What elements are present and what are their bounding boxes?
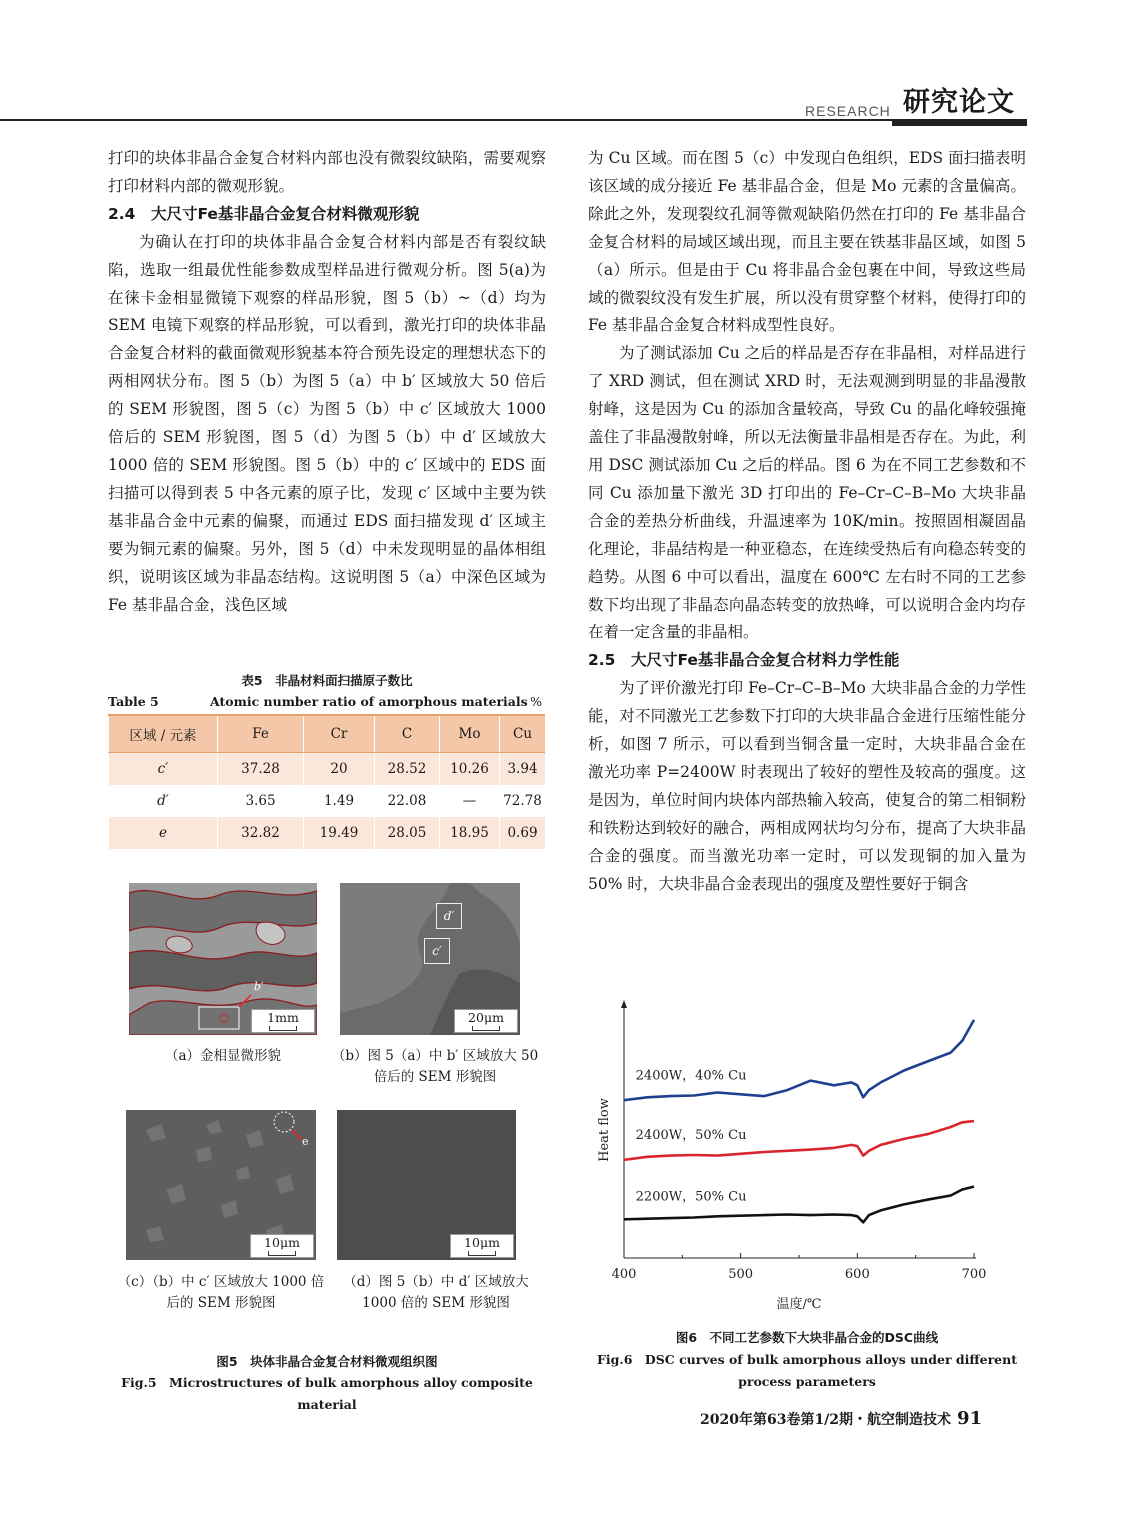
page-number: 91 bbox=[957, 1408, 983, 1429]
table-cell: 20 bbox=[304, 753, 375, 786]
table-header-cell: Cu bbox=[500, 715, 546, 753]
y-axis-arrow bbox=[621, 1000, 627, 1008]
header-research: RESEARCH bbox=[805, 103, 891, 119]
subcaption-line: 倍后的 SEM 形貌图 bbox=[373, 1069, 497, 1085]
table-row bbox=[109, 817, 546, 849]
table-title-en: Atomic number ratio of amorphous materials bbox=[210, 694, 528, 709]
paragraph: 打印的块体非晶合金复合材料内部也没有微裂纹缺陷，需要观察打印材料内部的微观形貌。 bbox=[108, 149, 546, 195]
region-label-c: c′ bbox=[432, 944, 442, 958]
subcaption-b bbox=[330, 1046, 540, 1088]
micrograph-b bbox=[340, 883, 520, 1035]
table-cell: 1.49 bbox=[304, 785, 375, 817]
table-header-cell: 区域 / 元素 bbox=[109, 715, 218, 753]
region-box-d bbox=[436, 903, 462, 929]
atomic-ratio-table bbox=[108, 714, 545, 849]
table-cell: e bbox=[109, 817, 218, 849]
right-column bbox=[588, 145, 1026, 898]
journal-info: 2020年第63卷第1/2期・航空制造技术 bbox=[700, 1412, 952, 1428]
series-label-1: 2400W，40% Cu bbox=[635, 1068, 747, 1084]
page-footer bbox=[700, 1408, 982, 1429]
scale-bar-label: 1mm bbox=[267, 1010, 299, 1025]
section-heading-2-5: 2.5 大尺寸Fe基非晶合金复合材料力学性能 bbox=[588, 651, 900, 670]
fig5-caption-cn: 图5 块体非晶合金复合材料微观组织图 bbox=[216, 1354, 438, 1369]
subcaption-d bbox=[330, 1272, 542, 1314]
subcaption-line: 后的 SEM 形貌图 bbox=[166, 1295, 276, 1311]
table-caption-cn: 表5 非晶材料面扫描原子数比 bbox=[241, 673, 413, 688]
x-tick-label: 600 bbox=[844, 1267, 870, 1282]
micrograph-a bbox=[129, 883, 317, 1035]
fig5-caption-en: Fig.5 Microstructures of bulk amorphous alloy composite material bbox=[121, 1375, 533, 1412]
table-row bbox=[109, 785, 546, 817]
header-rule bbox=[0, 119, 1027, 121]
fig6-caption-cn: 图6 不同工艺参数下大块非晶合金的DSC曲线 bbox=[675, 1330, 939, 1345]
table-cell: 32.82 bbox=[218, 817, 304, 849]
y-axis-label: Heat flow bbox=[597, 1098, 612, 1162]
subcaption-line: （b）图 5（a）中 b′ 区域放大 50 bbox=[331, 1048, 539, 1064]
series-label-3: 2200W，50% Cu bbox=[635, 1189, 747, 1205]
x-axis-label: 温度/℃ bbox=[776, 1297, 822, 1312]
scale-bar-label: 10μm bbox=[264, 1235, 300, 1250]
table-cell: 22.08 bbox=[375, 785, 440, 817]
header-section-title: 研究论文 bbox=[903, 87, 1015, 118]
subcaption-line: （c）（b）中 c′ 区域放大 1000 倍 bbox=[117, 1274, 325, 1290]
paragraph: 为了测试添加 Cu 之后的样品是否存在非晶相，对样品进行了 XRD 测试，但在测试 XRD 时，无法观测到明显的非晶漫散射峰，这是因为 Cu 的添加含量较高，导致 Cu 的晶化峰较强掩盖住了非晶漫散射峰，所以无法衡量非晶相是否存在。为此，利用 DSC 测试添加 Cu 之后的样品。图 6 为在不同工艺参数和不同 Cu 添加量下激光 3D 打印出的 Fe–Cr–C–B–Mo 大块非晶合金的差热分析曲线，升温速率为 10K/min。按照固相凝固晶化理论，非晶结构是一种亚稳态，在连续受热后有向稳态转变的趋势。从图 6 中可以看出，温度在 600℃ 左右时不同的工艺参数下均出现了非晶态向晶态转变的放热峰，可以说明合金内均存在着一定含量的非晶相。 bbox=[588, 344, 1026, 642]
table-cell: 37.28 bbox=[218, 753, 304, 786]
table-cell: 0.69 bbox=[500, 817, 546, 849]
subcaption-a: （a）金相显微形貌 bbox=[164, 1048, 282, 1064]
table-cell: 19.49 bbox=[304, 817, 375, 849]
x-tick-label: 400 bbox=[611, 1267, 637, 1282]
region-label-b: b′ bbox=[254, 980, 264, 993]
scale-bar-label: 10μm bbox=[464, 1235, 500, 1250]
scale-bar-label: 20μm bbox=[468, 1010, 504, 1025]
table-row bbox=[109, 753, 546, 786]
region-label-d: d′ bbox=[443, 909, 455, 923]
table-header-cell: Fe bbox=[218, 715, 304, 753]
table-header-cell: Cr bbox=[304, 715, 375, 753]
paragraph: 为确认在打印的块体非晶合金复合材料内部是否有裂纹缺陷，选取一组最优性能参数成型样品进行微观分析。图 5(a)为在徕卡金相显微镜下观察的样品形貌，图 5（b）~（d）均为 SEM 电镜下观察的样品形貌，可以看到，激光打印的块体非晶合金复合材料的截面微观形貌基本符合预先设定的理想状态下的两相网状分布。图 5（b）为图 5（a）中 b′ 区域放大 50 倍后的 SEM 形貌图，图 5（c）为图 5（b）中 c′ 区域放大 1000 倍后的 SEM 形貌图，图 5（d）为图 5（b）中 d′ 区域放大 1000 倍的 SEM 形貌图。图 5（b）中的 c′ 区域中的 EDS 面扫描可以得到表 5 中各元素的原子比，发现 c′ 区域中主要为铁基非晶合金中元素的偏聚，而通过 EDS 面扫描发现 d′ 区域主要为铜元素的偏聚。另外，图 5（d）中未发现明显的晶体相组织，说明该区域为非晶态结构。这说明图 5（a）中深色区域为 Fe 基非晶合金，浅色区域 bbox=[108, 232, 546, 614]
table-header-cell: C bbox=[375, 715, 440, 753]
scale-bar-a bbox=[251, 1009, 315, 1033]
region-label-e: e bbox=[302, 1135, 309, 1148]
x-tick-label: 500 bbox=[728, 1267, 754, 1282]
micrograph-d bbox=[337, 1110, 516, 1260]
table-label: Table 5 bbox=[108, 694, 159, 709]
chart-labels-layer bbox=[597, 1068, 986, 1312]
table-caption-en bbox=[108, 694, 546, 709]
subcaption-line: （d）图 5（b）中 d′ 区域放大 bbox=[343, 1274, 529, 1290]
series-label-2: 2400W，50% Cu bbox=[635, 1127, 747, 1143]
table-cell: — bbox=[440, 785, 500, 817]
table-cell: c′ bbox=[109, 753, 218, 786]
table-cell: 3.94 bbox=[500, 753, 546, 786]
section-heading-2-4: 2.4 大尺寸Fe基非晶合金复合材料微观形貌 bbox=[108, 204, 420, 223]
fig6-caption-en bbox=[588, 1349, 1026, 1393]
header-bar bbox=[892, 119, 1027, 126]
dsc-chart bbox=[590, 990, 1010, 1320]
caption-line: process parameters bbox=[738, 1374, 876, 1389]
table-header-row bbox=[109, 715, 546, 753]
scale-bar-line bbox=[269, 1026, 297, 1031]
scale-bar-line bbox=[268, 1251, 296, 1256]
table-unit: % bbox=[530, 694, 542, 709]
table-header-cell: Mo bbox=[440, 715, 500, 753]
left-column bbox=[108, 145, 546, 619]
scale-bar-line bbox=[468, 1251, 496, 1256]
subcaption-c bbox=[115, 1272, 327, 1314]
region-box-c bbox=[424, 938, 450, 964]
paragraph: 为了评价激光打印 Fe–Cr–C–B–Mo 大块非晶合金的力学性能，对不同激光工艺参数下打印的大块非晶合金进行压缩性能分析，如图 7 所示，可以看到当铜含量一定时，大块非晶合金在激光功率 P=2400W 时表现出了较好的塑性及较高的强度。这是因为，单位时间内块体内部热输入较高，使复合的第二相铜粉和铁粉达到较好的融合，两相成网状均匀分布，提高了大块非晶合金的强度。而当激光功率一定时，可以发现铜的加入量为 50% 时，大块非晶合金表现出的强度及塑性要好于铜含 bbox=[588, 679, 1026, 893]
table-cell: d′ bbox=[109, 785, 218, 817]
caption-line: Fig.6 DSC curves of bulk amorphous alloys under different bbox=[596, 1352, 1017, 1367]
table-cell: 28.52 bbox=[375, 753, 440, 786]
x-tick-label: 700 bbox=[961, 1267, 987, 1282]
paragraph: 为 Cu 区域。而在图 5（c）中发现白色组织，EDS 面扫描表明该区域的成分接近 Fe 基非晶合金，但是 Mo 元素的含量偏高。除此之外，发现裂纹孔洞等微观缺陷仍然在打印的 Fe 基非晶合金复合材料的局域区域出现，而且主要在铁基非晶区域，如图 5（a）所示。但是由于 Cu 将非晶合金包裹在中间，导致这些局域的微裂纹没有发生扩展，所以没有贯穿整个材料，使得打印的 Fe 基非晶合金复合材料成型性良好。 bbox=[588, 149, 1026, 335]
table-cell: 10.26 bbox=[440, 753, 500, 786]
scale-bar-d bbox=[450, 1234, 514, 1258]
scale-bar-b bbox=[454, 1009, 518, 1033]
micrograph-c bbox=[126, 1110, 316, 1260]
table-cell: 3.65 bbox=[218, 785, 304, 817]
table-cell: 18.95 bbox=[440, 817, 500, 849]
table-cell: 28.05 bbox=[375, 817, 440, 849]
table-cell: 72.78 bbox=[500, 785, 546, 817]
scale-bar-line bbox=[472, 1026, 500, 1031]
scale-bar-c bbox=[250, 1234, 314, 1258]
subcaption-line: 1000 倍的 SEM 形貌图 bbox=[362, 1295, 510, 1311]
series-line-1 bbox=[624, 1020, 974, 1100]
